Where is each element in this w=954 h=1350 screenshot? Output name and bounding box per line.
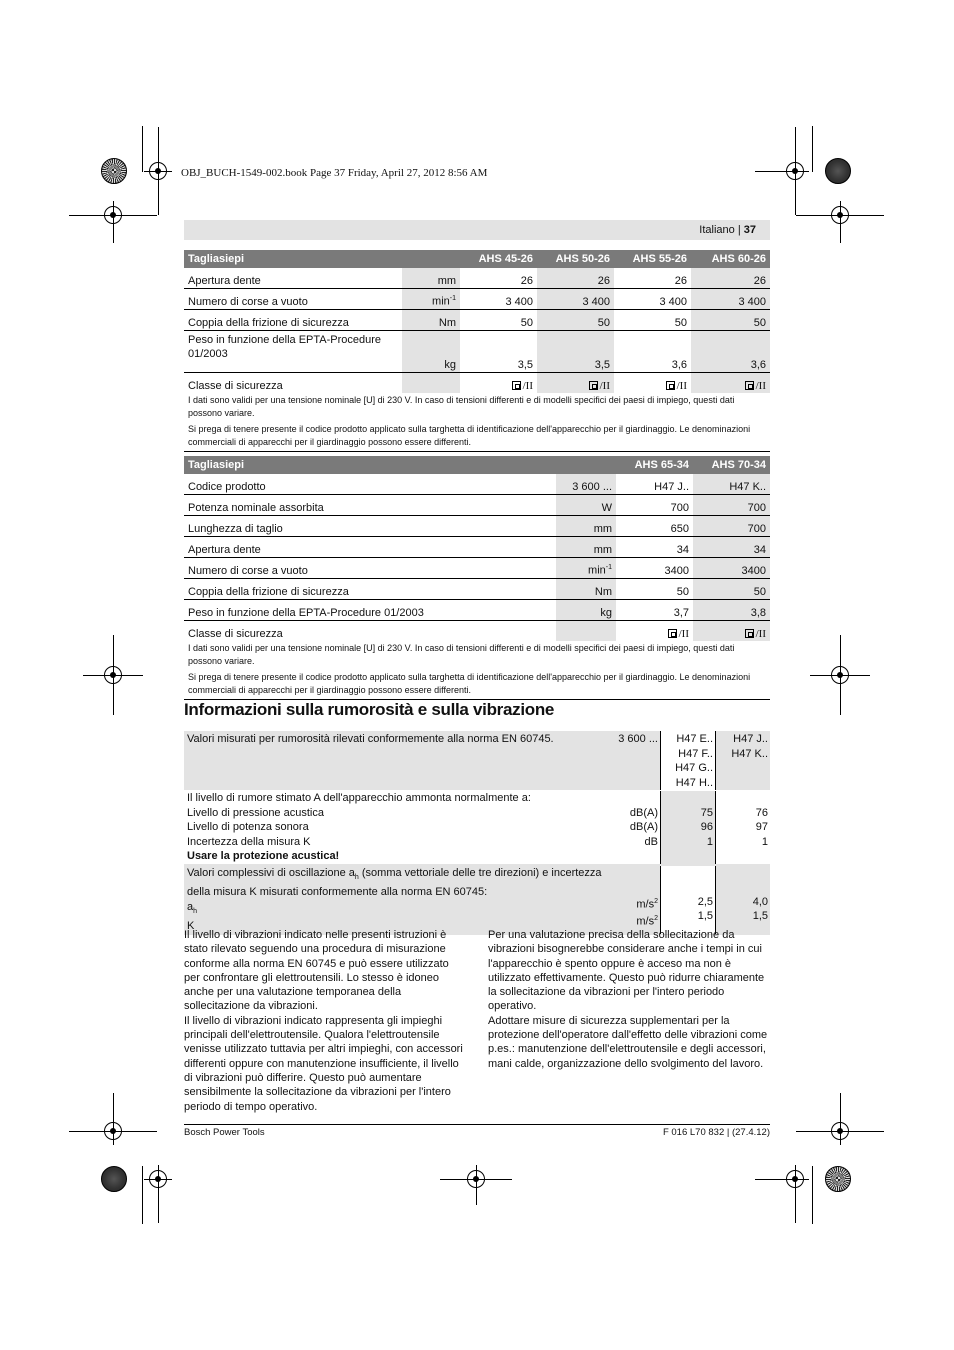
section-title: Informazioni sulla rumorosità e sulla vibrazione <box>184 700 555 719</box>
body-column-left <box>184 928 466 1114</box>
table-row: Il livello di rumore stimato A dell'apparecchio ammonta normalmente a: Livello di pressione acustica Livello di potenza sonora Incertezza della misura K Usare la protezione acustica! dB(A) dB(A) dB 75 96 1 76 97 1 <box>187 792 768 862</box>
hearing-protection-warning: Usare la protezione acustica! <box>187 850 340 862</box>
registration-disc-icon <box>101 1166 127 1192</box>
model-header: AHS 50-26 <box>537 250 614 268</box>
table-row: Apertura dente mm 26 26 26 26 <box>184 268 770 289</box>
page-header: Italiano | 37 <box>184 220 770 240</box>
protection-class-icon <box>745 381 754 390</box>
table-note: I dati sono validi per una tensione nominale [U] di 230 V. In caso di tensioni differenti e di modelli specifici dei paesi di impiego, questi dati possono variare. <box>188 643 735 666</box>
crop-line <box>142 126 143 172</box>
body-column-right <box>488 928 770 1071</box>
protection-class-icon <box>668 629 677 638</box>
table-row: Coppia della frizione di sicurezza Nm 50 50 <box>184 579 770 600</box>
table-note: Si prega di tenere presente il codice prodotto applicato sulla targhetta di identificazione dell'apparecchio per il giardinaggio. Le denominazioni commerciali di apparecchi per il giardinaggio possono essere differenti. <box>184 670 770 700</box>
crop-line <box>812 1166 813 1224</box>
crop-line <box>142 1166 143 1224</box>
spec-table-2 <box>184 456 770 700</box>
registration-disc-icon <box>825 1166 851 1192</box>
model-header: AHS 45-26 <box>460 250 537 268</box>
noise-vibration-table <box>184 731 770 935</box>
table-row: Classe di sicurezza /II /II /II /II <box>184 373 770 394</box>
footer-doc-code: F 016 L70 832 | (27.4.12) <box>662 1127 770 1138</box>
model-header: AHS 70-34 <box>693 456 770 474</box>
table-row: Valori complessivi di oscillazione $a_h$ (somma vettoriale delle tre direzioni) e incertezza della misura K misurati conformemente alla norma EN 60745: $a_h$ K $m/s^2$ $m/s^2$ 2,5 1,5 4,0 1,5 <box>184 864 770 935</box>
table-row: Lunghezza di taglio mm 650 700 <box>184 516 770 537</box>
table-row: Apertura dente mm 34 34 <box>184 537 770 558</box>
spec-table-1 <box>184 250 770 452</box>
table-row: Numero di corse a vuoto $\min^{-1}$ 3 400 3 400 3 400 3 400 <box>184 289 770 310</box>
table-note: I dati sono validi per una tensione nominale [U] di 230 V. In caso di tensioni differenti e di modelli specifici dei paesi di impiego, questi dati possono variare. <box>188 395 735 418</box>
header-language: Italiano <box>699 224 735 236</box>
table-row: Valori misurati per rumorosità rilevati conformemente alla norma EN 60745. 3 600 ... H47 E.. H47 F.. H47 G.. H47 H.. H47 J.. H47 K.. <box>184 731 770 790</box>
registration-disc-icon <box>101 158 127 184</box>
model-header: AHS 55-26 <box>614 250 691 268</box>
footer-brand: Bosch Power Tools <box>184 1127 265 1138</box>
table-row: Codice prodotto 3 600 ... H47 J.. H47 K.. <box>184 474 770 495</box>
table-title: Tagliasiepi <box>184 456 616 474</box>
table-row: Coppia della frizione di sicurezza Nm 50 50 50 50 <box>184 310 770 331</box>
registration-disc-icon <box>825 158 851 184</box>
table-row: Numero di corse a vuoto $\min^{-1}$ 3400 3400 <box>184 558 770 579</box>
protection-class-icon <box>666 381 675 390</box>
crop-line <box>812 126 813 172</box>
table-row: Peso in funzione della EPTA-Procedure 01/2003 kg 3,7 3,8 <box>184 600 770 621</box>
paragraph: Il livello di vibrazioni indicato rappresenta gli impieghi principali dell'elettroutensile. Qualora l'elettroutensile venisse utilizzato tuttavia per altri impieghi, con accessori differenti oppure con manutenzione insufficiente, il livello di vibrazioni può differire. Questo può aumentare sensibilmente la sollecitazione da vibrazioni per l'intero periodo di tempo operativo. <box>184 1014 463 1113</box>
paragraph: Adottare misure di sicurezza supplementari per la protezione dell'operatore dall'effetto delle vibrazioni come p.es.: manutenzione dell'elettroutensile e degli accessori, mani calde, organizzazione dello svolgimento del lavoro. <box>488 1014 768 1070</box>
table-note: Si prega di tenere presente il codice prodotto applicato sulla targhetta di identificazione dell'apparecchio per il giardinaggio. Le denominazioni commerciali di apparecchi per il giardinaggio possono essere differenti. <box>184 422 770 452</box>
protection-class-icon <box>512 381 521 390</box>
footer-rule <box>184 1124 770 1125</box>
protection-class-icon <box>745 629 754 638</box>
protection-class-icon <box>589 381 598 390</box>
paragraph: Il livello di vibrazioni indicato nelle presenti istruzioni è stato rilevato seguendo una procedura di misurazione conforme alla norma EN 60745 e può essere utilizzato per confrontare gli elettroutensili. Lo stesso è idoneo anche per una valutazione temporanea della sollecitazione da vibrazioni. <box>184 929 449 1013</box>
paragraph: Per una valutazione precisa della sollecitazione da vibrazioni bisognerebbe considerare anche i tempi in cui l'apparecchio è spento oppure è acceso ma non è utilizzato effettivamente. Questo può ridurre chiaramente la sollecitazione da vibrazioni per l'intero periodo operativo. <box>488 929 765 1013</box>
file-info: OBJ_BUCH-1549-002.book Page 37 Friday, April 27, 2012 8:56 AM <box>181 167 488 179</box>
model-header: AHS 65-34 <box>616 456 693 474</box>
page-number: 37 <box>743 224 756 236</box>
table-row: Potenza nominale assorbita W 700 700 <box>184 495 770 516</box>
model-header: AHS 60-26 <box>691 250 770 268</box>
table-title: Tagliasiepi <box>184 250 460 268</box>
table-row: Classe di sicurezza /II /II <box>184 621 770 642</box>
table-row: Peso in funzione della EPTA-Procedure 01/2003 kg 3,5 3,5 3,6 3,6 <box>184 331 770 373</box>
